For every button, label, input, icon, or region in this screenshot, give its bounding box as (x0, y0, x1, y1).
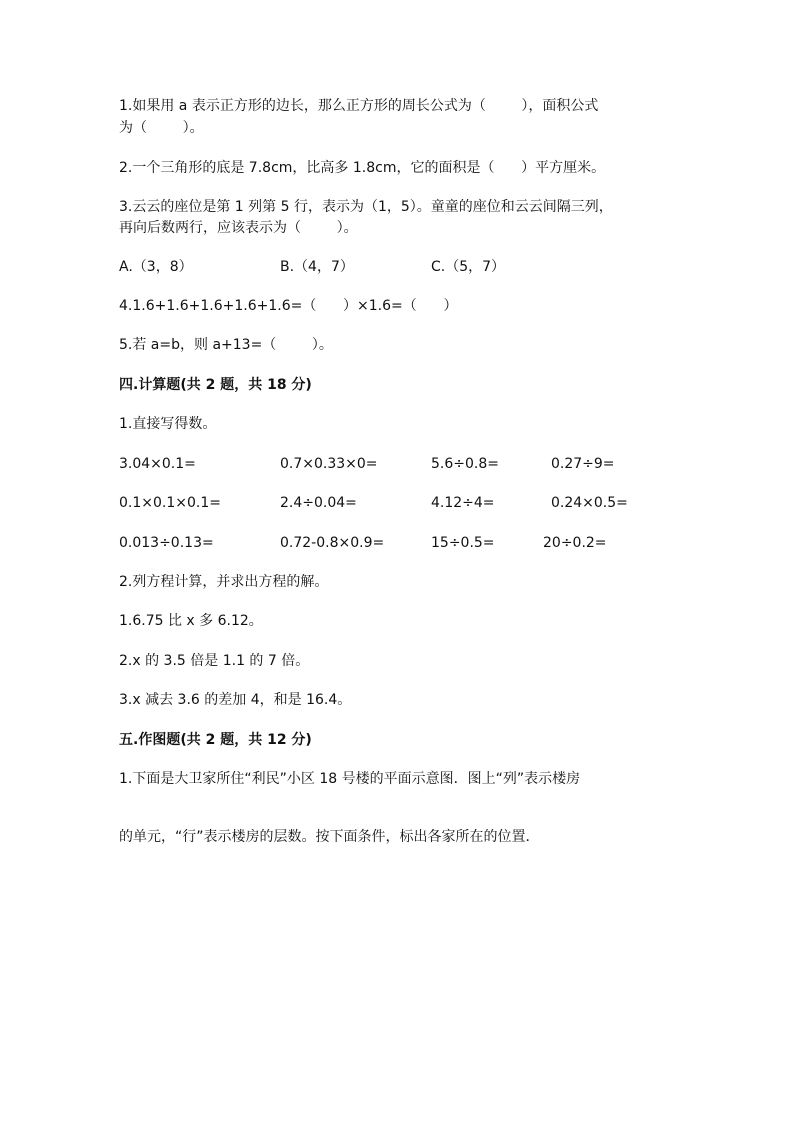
q2: 2.一个三角形的底是 7.8cm，比高多 1.8cm，它的面积是（ ）平方厘米。 (119, 160, 606, 176)
q3-option-b: B.（4，7） (280, 259, 354, 275)
section4-q2-title: 2.列方程计算，并求出方程的解。 (119, 574, 329, 590)
calc-item: 0.7×0.33×0= (280, 456, 378, 472)
q1-line2: 为（ ）。 (119, 120, 204, 136)
calc-item: 0.27÷9= (551, 456, 615, 472)
q5: 5.若 a=b，则 a+13=（ ）。 (119, 337, 333, 353)
q3-option-a: A.（3，8） (119, 259, 193, 275)
equation-item: 2.x 的 3.5 倍是 1.1 的 7 倍。 (119, 653, 310, 669)
section5-title: 五.作图题(共 2 题，共 12 分) (119, 732, 312, 748)
section5-q1-line1: 1.下面是大卫家所住“利民”小区 18 号楼的平面示意图．图上“列”表示楼房 (119, 771, 581, 787)
calc-item: 0.24×0.5= (551, 495, 628, 511)
q1-line1: 1.如果用 a 表示正方形的边长，那么正方形的周长公式为（ ），面积公式 (119, 98, 599, 114)
calc-item: 2.4÷0.04= (280, 495, 357, 511)
calc-item: 0.1×0.1×0.1= (119, 495, 221, 511)
q3-option-c: C.（5，7） (431, 259, 506, 275)
calc-item: 4.12÷4= (431, 495, 495, 511)
section4-q1-title: 1.直接写得数。 (119, 416, 217, 432)
calc-item: 3.04×0.1= (119, 456, 196, 472)
q3-line2: 再向后数两行，应该表示为（ ）。 (119, 220, 358, 236)
calc-item: 5.6÷0.8= (431, 456, 499, 472)
calc-item: 15÷0.5= (431, 535, 495, 551)
equation-item: 3.x 减去 3.6 的差加 4，和是 16.4。 (119, 692, 352, 708)
calc-item: 0.72-0.8×0.9= (280, 535, 385, 551)
section4-title: 四.计算题(共 2 题，共 18 分) (119, 377, 312, 393)
equation-item: 1.6.75 比 x 多 6.12。 (119, 613, 263, 629)
section5-q1-line2: 的单元，“行”表示楼房的层数。按下面条件，标出各家所在的位置． (119, 829, 540, 845)
q3-line1: 3.云云的座位是第 1 列第 5 行，表示为（1，5）。童童的座位和云云间隔三列， (119, 199, 613, 215)
calc-item: 20÷0.2= (543, 535, 607, 551)
q4: 4.1.6+1.6+1.6+1.6+1.6=（ ）×1.6=（ ） (119, 298, 458, 314)
calc-item: 0.013÷0.13= (119, 535, 214, 551)
